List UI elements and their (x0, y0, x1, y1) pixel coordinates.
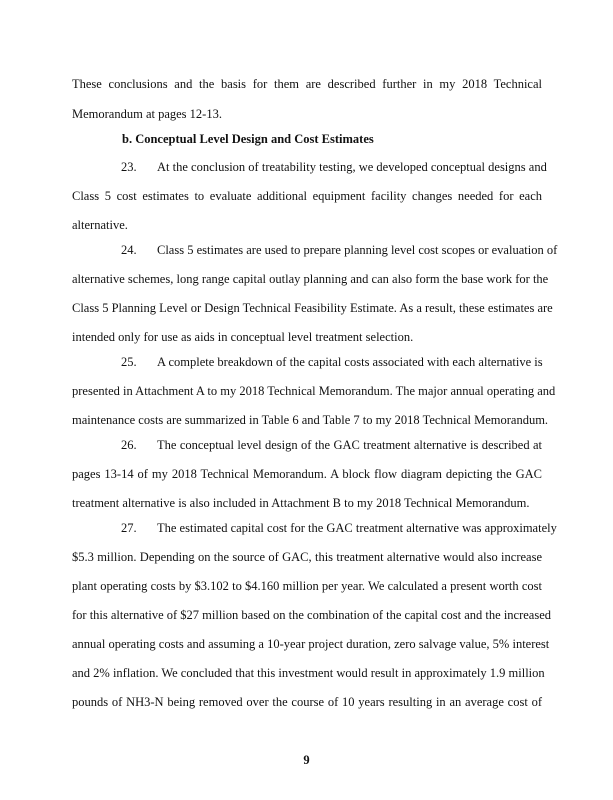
section-heading: b. Conceptual Level Design and Cost Estimates (122, 132, 374, 146)
paragraph-line: At the conclusion of treatability testing, we developed conceptual designs and (157, 160, 547, 174)
paragraph-line: $5.3 million. Depending on the source of GAC, this treatment alternative would also increase (72, 550, 542, 564)
paragraph-number: 27. (121, 521, 137, 535)
paragraph-line: The conceptual level design of the GAC treatment alternative is described at (157, 438, 542, 452)
paragraph-line: treatment alternative is also included in Attachment B to my 2018 Technical Memorandum. (72, 496, 530, 510)
paragraph-line: and 2% inflation. We concluded that this investment would result in approximately 1.9 million (72, 666, 545, 680)
paragraph-line: for this alternative of $27 million based on the combination of the capital cost and the increased (72, 608, 552, 622)
paragraph-number: 24. (121, 243, 137, 257)
continuation-line: These conclusions and the basis for them are described further in my 2018 Technical (72, 77, 542, 91)
paragraph-line: maintenance costs are summarized in Table 6 and Table 7 to my 2018 Technical Memorandum. (72, 413, 549, 427)
page-number: 9 (303, 753, 310, 767)
paragraph-line: plant operating costs by $3.102 to $4.160 million per year. We calculated a present worth cost (72, 579, 542, 593)
paragraph-line: presented in Attachment A to my 2018 Technical Memorandum. The major annual operating and (72, 384, 556, 398)
paragraph-line: A complete breakdown of the capital costs associated with each alternative is (157, 355, 543, 369)
paragraph-line: Class 5 Planning Level or Design Technical Feasibility Estimate. As a result, these estimates are (72, 301, 553, 315)
paragraph-line: Class 5 cost estimates to evaluate additional equipment facility changes needed for each (72, 189, 542, 203)
paragraph-line: pounds of NH3-N being removed over the course of 10 years resulting in an average cost of (72, 695, 542, 709)
paragraph-line: pages 13-14 of my 2018 Technical Memorandum. A block flow diagram depicting the GAC (72, 467, 542, 481)
paragraph-number: 23. (121, 160, 137, 174)
paragraph-line: alternative. (72, 218, 128, 232)
paragraph-line: alternative schemes, long range capital outlay planning and can also form the base work for the (72, 272, 549, 286)
paragraph-line: Class 5 estimates are used to prepare planning level cost scopes or evaluation of (157, 243, 558, 257)
paragraph-line: The estimated capital cost for the GAC treatment alternative was approximately (157, 521, 557, 535)
paragraph-line: annual operating costs and assuming a 10-year project duration, zero salvage value, 5% interest (72, 637, 550, 651)
paragraph-line: intended only for use as aids in conceptual level treatment selection. (72, 330, 414, 344)
continuation-line: Memorandum at pages 12-13. (72, 107, 222, 121)
paragraph-number: 26. (121, 438, 137, 452)
paragraph-number: 25. (121, 355, 137, 369)
